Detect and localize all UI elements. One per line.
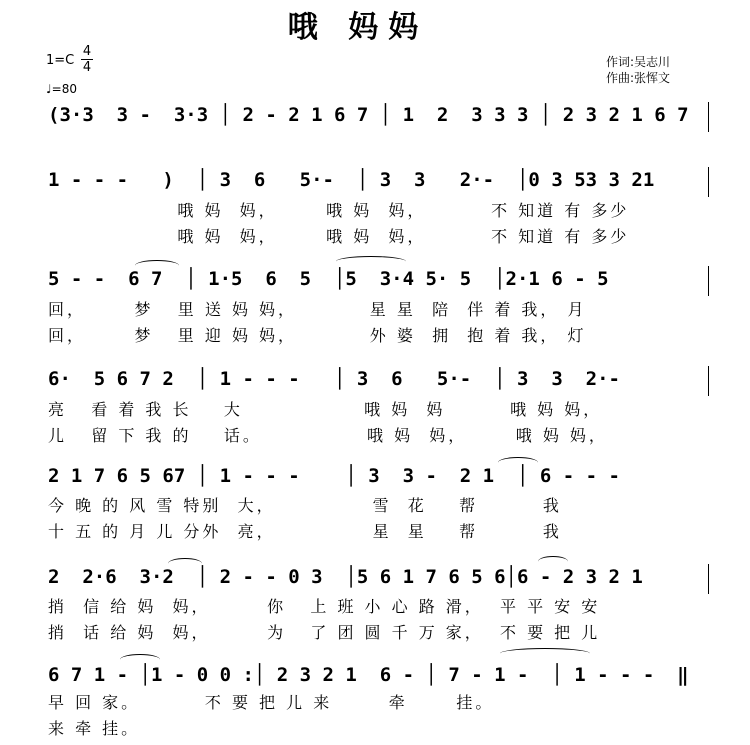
time-signature-bottom: 4 (82, 60, 92, 75)
notation-line: 1 - - - ) │ 3 6 5·- │ 3 3 2·- │0 3 53 3 21 (48, 169, 655, 191)
slur (336, 256, 406, 267)
key-signature: 1=C (46, 53, 75, 68)
barline (708, 102, 709, 132)
lyric-verse-1: 回， 梦 里 送 妈 妈， 星 星 陪 伴 着 我， 月 (48, 300, 587, 319)
notation-line: 6 7 1 - │1 - 0 0 :│ 2 3 2 1 6 - │ 7 - 1 - │ 1 - - - ‖ (48, 664, 689, 686)
lyricist-credit: 作词:吴志川 (606, 55, 671, 69)
notation-line: (3·3 3 - 3·3 │ 2 - 2 1 6 7 │ 1 2 3 3 3 │ 2 3 2 1 6 7 (48, 104, 689, 126)
notation-line: 5 - - 6 7 │ 1·5 6 5 │5 3·4 5· 5 │2·1 6 - 5 (48, 268, 609, 290)
composer-credit: 作曲:张恽文 (606, 71, 671, 85)
lyric-verse-1: 哦 妈 妈， 哦 妈 妈， 不 知道 有 多少 (48, 201, 630, 220)
lyric-verse-1: 亮 看 着 我 长 大 哦 妈 妈 哦 妈 妈， (48, 400, 603, 419)
time-signature-top: 4 (82, 44, 92, 59)
barline (708, 167, 709, 197)
lyric-verse-2: 哦 妈 妈， 哦 妈 妈， 不 知道 有 多少 (48, 227, 630, 246)
song-title: 哦 妈妈 (287, 10, 429, 45)
slur (500, 648, 590, 659)
lyric-verse-1: 捎 信 给 妈 妈， 你 上 班 小 心 路 滑， 平 平 安 安 (48, 597, 601, 616)
notation-line: 2 1 7 6 5 67 │ 1 - - - │ 3 3 - 2 1 │ 6 - - - (48, 465, 620, 487)
barline (708, 266, 709, 296)
lyric-verse-1: 今 晚 的 风 雪 特别 大， 雪 花 帮 我 (48, 496, 562, 515)
barline (708, 564, 709, 594)
notation-line: 6· 5 6 7 2 │ 1 - - - │ 3 6 5·- │ 3 3 2·- (48, 368, 620, 390)
barline (708, 366, 709, 396)
lyric-verse-2: 回， 梦 里 迎 妈 妈， 外 婆 拥 抱 着 我， 灯 (48, 326, 587, 345)
tempo-marking: ♩=80 (46, 82, 77, 96)
notation-line: 2 2·6 3·2 │ 2 - - 0 3 │5 6 1 7 6 5 6│6 - 2 3 2 1 (48, 566, 643, 588)
lyric-verse-2: 来 牵 挂。 (48, 719, 141, 738)
lyric-verse-2: 十 五 的 月 儿 分外 亮， 星 星 帮 我 (48, 522, 562, 541)
lyric-verse-2: 儿 留 下 我 的 话。 哦 妈 妈， 哦 妈 妈， (48, 426, 608, 445)
lyric-verse-2: 捎 话 给 妈 妈， 为 了 团 圆 千 万 家， 不 要 把 儿 (48, 623, 601, 642)
time-signature (80, 44, 94, 75)
lyric-verse-1: 早 回 家。 不 要 把 儿 来 牵 挂。 (48, 693, 495, 712)
